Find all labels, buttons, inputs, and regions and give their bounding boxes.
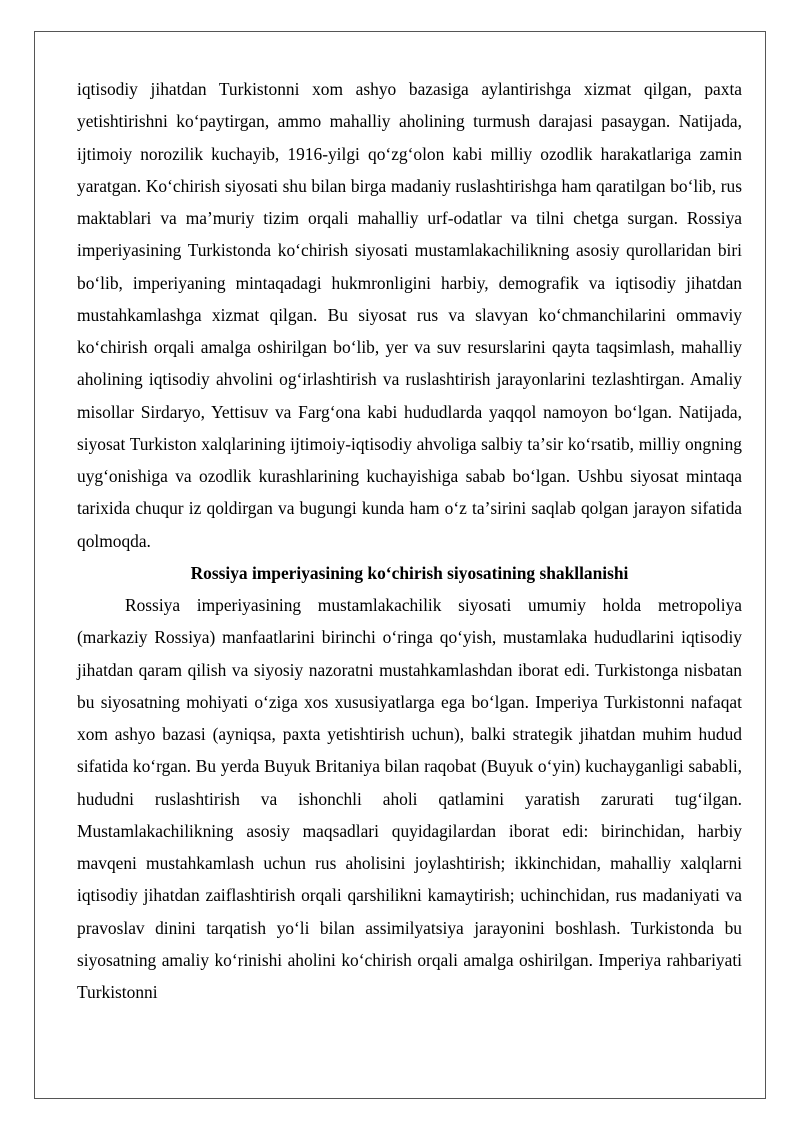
paragraph-continuation: iqtisodiy jihatdan Turkistonni xom ashyo bazasiga aylantirishga xizmat qilgan, paxta yetishtirishni koʻpaytirgan, ammo mahalliy aholining turmush darajasi pasaygan. Natijada, ijtimoiy norozilik kuchayib, 1916-yilgi qoʻzgʻolon kabi milliy ozodlik harakatlariga zamin yaratgan. Koʻchirish siyosati shu bilan birga madaniy ruslashtirishga ham qaratilgan boʻlib, rus maktablari va maʼmuriy tizim orqali mahalliy urf-odatlar va tilni chetga surgan. Rossiya imperiyasining Turkistonda koʻchirish siyosati mustamlakachilikning asosiy qurollaridan biri boʻlib, imperiyaning mintaqadagi hukmronligini harbiy, demografik va iqtisodiy jihatdan mustahkamlashga xizmat qilgan. Bu siyosat rus va slavyan koʻchmanchilarini ommaviy koʻchirish orqali amalga oshirilgan boʻlib, yer va suv resurslarini qayta taqsimlash, mahalliy aholining iqtisodiy ahvolini ogʻirlashtirish va ruslashtirish jarayonlarini tezlashtirgan. Amaliy misollar Sirdaryo, Yettisuv va Fargʻona kabi hududlarda yaqqol namoyon boʻlgan. Natijada, siyosat Turkiston xalqlarining ijtimoiy-iqtisodiy ahvoliga salbiy taʼsir koʻrsatib, milliy ongning uygʻonishiga va ozodlik kurashlarining kuchayishiga sabab boʻlgan. Ushbu siyosat mintaqa tarixida chuqur iz qoldirgan va bugungi kunda ham oʻz taʼsirini saqlab qolgan jarayon sifatida qolmoqda. [77,79,742,551]
document-body [77,73,742,1008]
paragraph-intro: Rossiya imperiyasining mustamlakachilik siyosati umumiy holda metropoliya (markaziy Rossiya) manfaatlarini birinchi oʻringa qoʻyish, mustamlaka hududlarini iqtisodiy jihatdan qaram qilish va siyosiy nazoratni mustahkamlashdan iborat edi. Turkistonga nisbatan bu siyosatning mohiyati oʻziga xos xususiyatlarga ega boʻlgan. Imperiya Turkistonni nafaqat xom ashyo bazasi (ayniqsa, paxta yetishtirish uchun), balki strategik jihatdan muhim hudud sifatida koʻrgan. Bu yerda Buyuk Britaniya bilan raqobat (Buyuk oʻyin) kuchayganligi sababli, hududni ruslashtirish va ishonchli aholi qatlamini yaratish zarurati tugʻilgan. Mustamlakachilikning asosiy maqsadlari quyidagilardan iborat edi: birinchidan, harbiy mavqeni mustahkamlash uchun rus aholisini joylashtirish; ikkinchidan, mahalliy xalqlarni iqtisodiy jihatdan zaiflashtirish orqali qarshilikni kamaytirish; uchinchidan, rus madaniyati va pravoslav dinini tarqatish yoʻli bilan assimilyatsiya jarayonini boshlash. Turkistonda bu siyosatning amaliy koʻrinishi aholini koʻchirish orqali amalga oshirilgan. Imperiya rahbariyati Turkistonni [77,595,742,1002]
section-heading: Rossiya imperiyasining koʻchirish siyosatining shakllanishi [190,562,629,583]
